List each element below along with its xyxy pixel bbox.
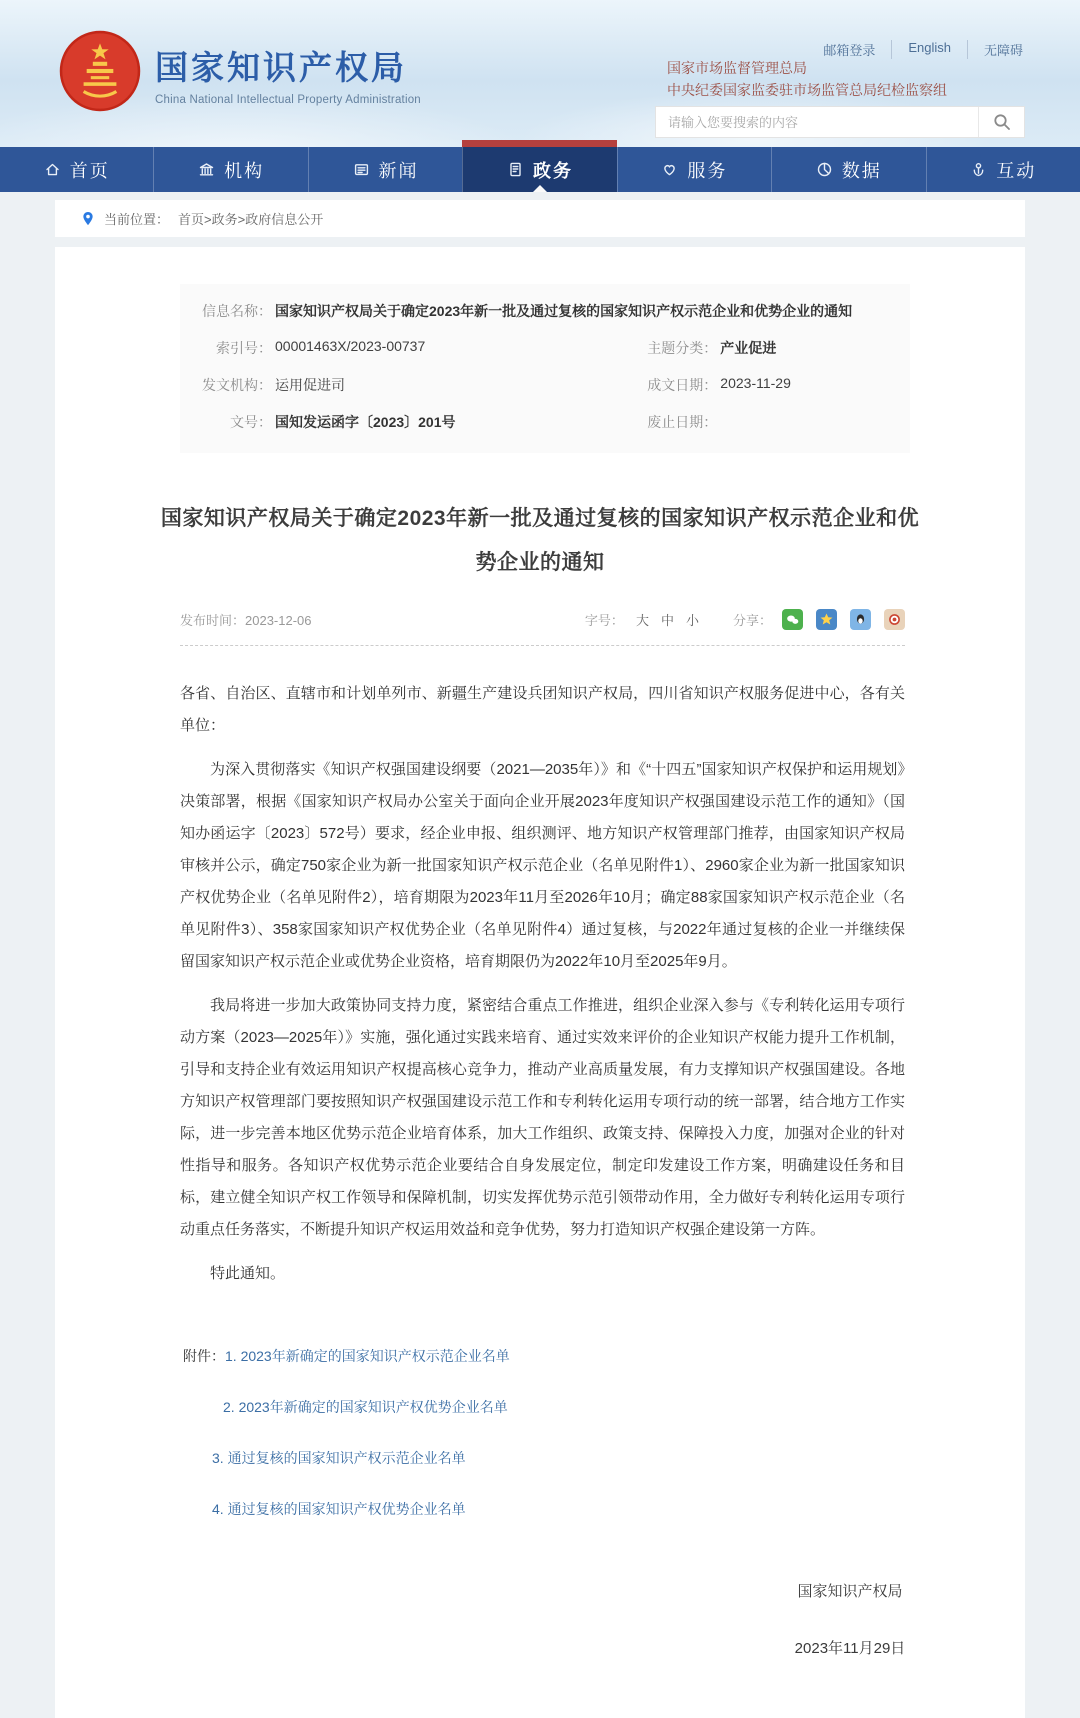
info-docno-label: 文号：	[230, 414, 272, 430]
font-size-label: 字号：	[584, 613, 624, 629]
attachment-link-2[interactable]: 2. 2023年新确定的国家知识产权优势企业名单	[223, 1399, 508, 1416]
info-topic-label: 主题分类：	[647, 340, 718, 356]
nav-item-interaction[interactable]	[926, 147, 1080, 192]
interaction-icon	[970, 161, 987, 178]
nav-item-data[interactable]	[771, 147, 925, 192]
info-name-value: 国家知识产权局关于确定2023年新一批及通过复核的国家知识产权示范企业和优势企业的通知	[275, 303, 853, 319]
news-icon	[353, 161, 370, 178]
data-icon	[816, 161, 833, 178]
nav-item-label: 政务	[532, 160, 573, 181]
attachment-link-4[interactable]: 4. 通过复核的国家知识产权优势企业名单	[212, 1501, 466, 1518]
home-icon	[44, 161, 61, 178]
font-size-large-button[interactable]: 大	[635, 613, 649, 629]
accessibility-link[interactable]: 无障碍	[967, 40, 1023, 59]
document-info-panel	[180, 284, 910, 453]
institution-icon	[198, 161, 215, 178]
site-header	[0, 0, 1080, 147]
wechat-share-icon[interactable]	[782, 609, 803, 630]
page-title: 国家知识产权局关于确定2023年新一批及通过复核的国家知识产权示范企业和优势企业的通知	[160, 507, 920, 575]
document-card	[55, 247, 1025, 1718]
nav-item-label: 首页	[69, 160, 110, 181]
search-button[interactable]	[978, 107, 1024, 137]
article-body	[180, 678, 905, 1290]
info-repeal-label: 废止日期：	[647, 414, 718, 430]
main-navigation	[0, 147, 1080, 192]
nav-item-home[interactable]	[0, 147, 153, 192]
publish-time	[180, 610, 312, 629]
search-icon	[993, 113, 1011, 131]
nav-item-label: 服务	[687, 160, 728, 181]
mail-login-link[interactable]: 邮箱登录	[823, 43, 876, 58]
breadcrumb-label: 当前位置：	[104, 212, 170, 227]
share-label: 分享：	[732, 613, 772, 629]
info-docno-value: 国知发运函字〔2023〕201号	[275, 414, 456, 430]
supervising-agency-lines	[667, 58, 947, 101]
location-pin-icon	[81, 211, 95, 227]
gov-affairs-icon	[507, 161, 524, 178]
search-input[interactable]	[656, 107, 978, 137]
signature-date: 2023年11月29日	[794, 1640, 906, 1658]
nav-item-label: 数据	[841, 160, 882, 181]
weibo-share-icon[interactable]	[884, 609, 905, 630]
info-index-label: 索引号：	[216, 340, 272, 356]
publish-time-value: 2023-12-06	[245, 613, 312, 629]
site-subtitle: China National Intellectual Property Administration	[155, 94, 421, 106]
info-date-label: 成文日期：	[647, 377, 718, 393]
signature-block	[730, 1580, 970, 1658]
nav-item-label: 新闻	[378, 160, 419, 181]
body-paragraph: 特此通知。	[210, 1265, 286, 1283]
nav-item-gov-affairs[interactable]	[462, 147, 616, 192]
info-topic-value: 产业促进	[720, 340, 777, 356]
signature-org: 国家知识产权局	[797, 1583, 903, 1601]
body-paragraph: 我局将进一步加大政策协同支持力度，紧密结合重点工作推进，组织企业深入参与《专利转化运用专项行动方案（2023—2025年）》实施，强化通过实践来培育、通过实效来评价的企业知识产权能力提升工作机制，引导和支持企业有效运用知识产权提高核心竞争力，推动产业高质量发展，有力支撑知识产权强国建设。各地方知识产权管理部门要按照知识产权强国建设示范工作和专利转化运用专项行动的统一部署，结合地方工作实际，进一步完善本地区优势示范企业培育体系，加大工作组织、政策支持、保障投入力度，加强对企业的针对性指导和服务。各知识产权优势示范企业要结合自身发展定位，制定印发建设工作方案，明确建设任务和目标，建立健全知识产权工作领导和保障机制，切实发挥优势示范引领带动作用，全力做好专利转化运用专项行动重点任务落实，不断提升知识产权运用效益和竞争优势，努力打造知识产权强企建设第一方阵。	[180, 997, 905, 1239]
header-top-links	[823, 40, 1023, 59]
service-icon	[661, 161, 678, 178]
body-paragraph: 各省、自治区、直辖市和计划单列市、新疆生产建设兵团知识产权局，四川省知识产权服务促进中心，各有关单位：	[180, 685, 905, 735]
info-index-value: 00001463X/2023-00737	[275, 338, 426, 354]
agency-line-1[interactable]: 国家市场监督管理总局	[667, 60, 807, 76]
attachments-section	[183, 1346, 905, 1520]
national-emblem-logo	[59, 30, 141, 112]
nav-item-news[interactable]	[308, 147, 462, 192]
info-repeal-value	[717, 412, 720, 432]
nav-item-institution[interactable]	[153, 147, 307, 192]
article-meta-row	[180, 609, 905, 646]
publish-time-label: 发布时间：	[180, 613, 246, 629]
attachment-link-1[interactable]: 1. 2023年新确定的国家知识产权示范企业名单	[225, 1348, 510, 1365]
nav-item-service[interactable]	[617, 147, 771, 192]
qzone-share-icon[interactable]	[816, 609, 837, 630]
attachments-label: 附件：	[183, 1348, 225, 1365]
agency-line-2[interactable]: 中央纪委国家监委驻市场监管总局纪检监察组	[667, 81, 947, 98]
qq-share-icon[interactable]	[850, 609, 871, 630]
english-link[interactable]: English	[891, 40, 951, 59]
font-size-small-button[interactable]: 小	[685, 613, 699, 629]
site-search	[655, 106, 1025, 138]
site-title: 国家知识产权局	[155, 49, 407, 86]
attachment-link-3[interactable]: 3. 通过复核的国家知识产权示范企业名单	[212, 1450, 466, 1467]
info-name-label: 信息名称：	[202, 303, 272, 319]
breadcrumb	[55, 200, 1025, 237]
nav-item-label: 互动	[996, 160, 1037, 181]
info-date-value: 2023-11-29	[720, 375, 791, 391]
nav-item-label: 机构	[224, 160, 265, 181]
info-issuer-value: 运用促进司	[275, 377, 345, 393]
breadcrumb-path[interactable]: 首页>政务>政府信息公开	[178, 212, 324, 227]
body-paragraph: 为深入贯彻落实《知识产权强国建设纲要（2021—2035年）》和《“十四五”国家知识产权保护和运用规划》决策部署，根据《国家知识产权局办公室关于面向企业开展2023年度知识产权强国建设示范工作的通知》（国知办函运字〔2023〕572号）要求，经企业申报、组织测评、地方知识产权管理部门推荐，由国家知识产权局审核并公示，确定750家企业为新一批国家知识产权示范企业（名单见附件1）、2960家企业为新一批国家知识产权优势企业（名单见附件2），培育期限为2023年11月至2026年10月；确定88家国家知识产权示范企业（名单见附件3）、358家国家知识产权优势企业（名单见附件4）通过复核，与2022年通过复核的企业一并继续保留国家知识产权示范企业或优势企业资格，培育期限仍为2022年10月至2025年9月。	[180, 761, 905, 971]
info-issuer-label: 发文机构：	[202, 377, 272, 393]
font-size-medium-button[interactable]: 中	[660, 613, 674, 629]
